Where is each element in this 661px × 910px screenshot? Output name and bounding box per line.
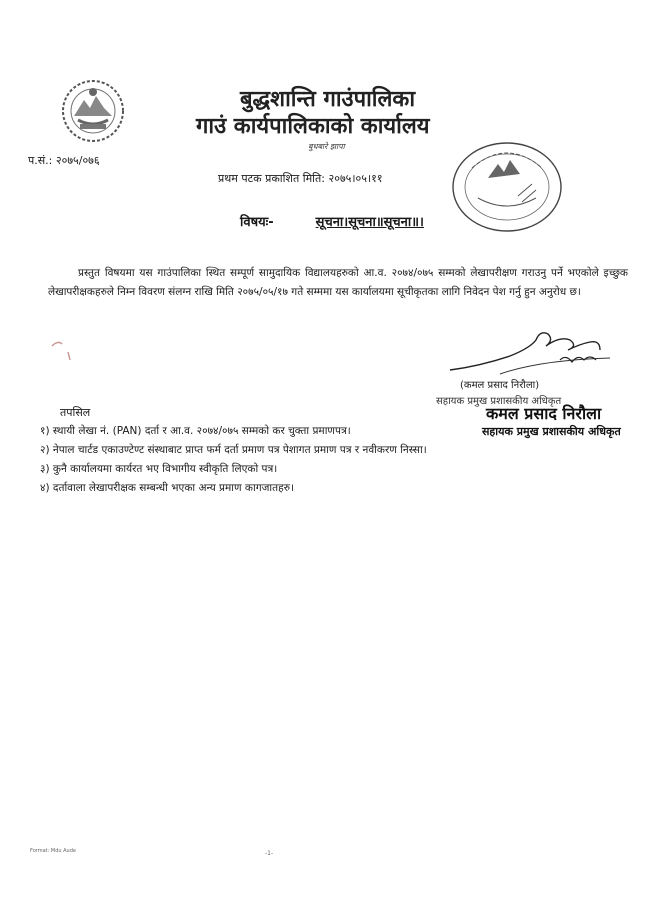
footer-format: Format: Mdu Aude xyxy=(30,848,76,854)
office-location: बुधबारे झापा xyxy=(308,142,345,151)
government-emblem-icon xyxy=(60,78,126,144)
signatory-stamp-title: सहायक प्रमुख प्रशासकीय अधिकृत xyxy=(482,425,621,438)
list-item: ३) कुनै कार्यालयमा कार्यरत भए विभागीय स्वीकृति लिएको पत्र। xyxy=(40,463,278,475)
signatory-name: (कमल प्रसाद निरौला) xyxy=(460,380,540,391)
list-item: १) स्थायी लेखा नं. (PAN) दर्ता र आ.व. २०७४/०७५ सम्मको कर चुक्ता प्रमाणपत्र। xyxy=(40,425,351,437)
subject-text: सूचना।सूचना॥सूचना॥। xyxy=(315,215,424,230)
list-item: २) नेपाल चार्टड एकाउण्टेण्ट संस्थाबाट प्राप्त फर्म दर्ता प्रमाण पत्र पेशागत प्रमाण पत्र र नवीकरण निस्सा। xyxy=(40,444,427,456)
reference-number: प.सं.: २०७५/०७६ xyxy=(28,154,100,167)
office-title-line1: बुद्धशान्ति गाउंपालिका xyxy=(240,87,416,112)
office-title-line2: गाउं कार्यपालिकाको कार्यालय xyxy=(196,114,430,139)
handwritten-signature-icon xyxy=(440,320,620,380)
notice-paragraph xyxy=(48,264,628,302)
page-number: -1- xyxy=(265,850,274,857)
notice-paragraph-text: प्रस्तुत विषयमा यस गाउंपालिका स्थित सम्पूर्ण सामुदायिक विद्यालयहरुको आ.व. २०७४/०७५ सम्मको लेखापरीक्षण गराउनु पर्ने भएकोले इच्छुक लेखापरीक्षकहरुले निम्न विवरण संलग्न राखि मिति २०७५/०५/१७ गते सम्ममा यस कार्यालयमा सूचीकृतका लागि निवेदन पेश गर्नु हुन अनुरोध छ। xyxy=(48,267,628,298)
office-stamp-icon xyxy=(448,138,566,236)
details-list xyxy=(40,422,427,498)
stray-mark-icon xyxy=(50,336,80,366)
signatory-title: सहायक प्रमुख प्रशासकीय अधिकृत xyxy=(436,396,562,407)
subject-line xyxy=(240,212,424,230)
details-heading: तपसिल xyxy=(60,406,91,419)
signatory-stamp-name: कमल प्रसाद निरौला xyxy=(486,404,602,423)
list-item: ४) दर्तावाला लेखापरीक्षक सम्बन्धी भएका अन्य प्रमाण कागजातहरु। xyxy=(40,482,294,494)
subject-label: विषयः- xyxy=(240,215,274,230)
published-date: प्रथम पटक प्रकाशित मिति: २०७५।०५।११ xyxy=(218,172,383,185)
